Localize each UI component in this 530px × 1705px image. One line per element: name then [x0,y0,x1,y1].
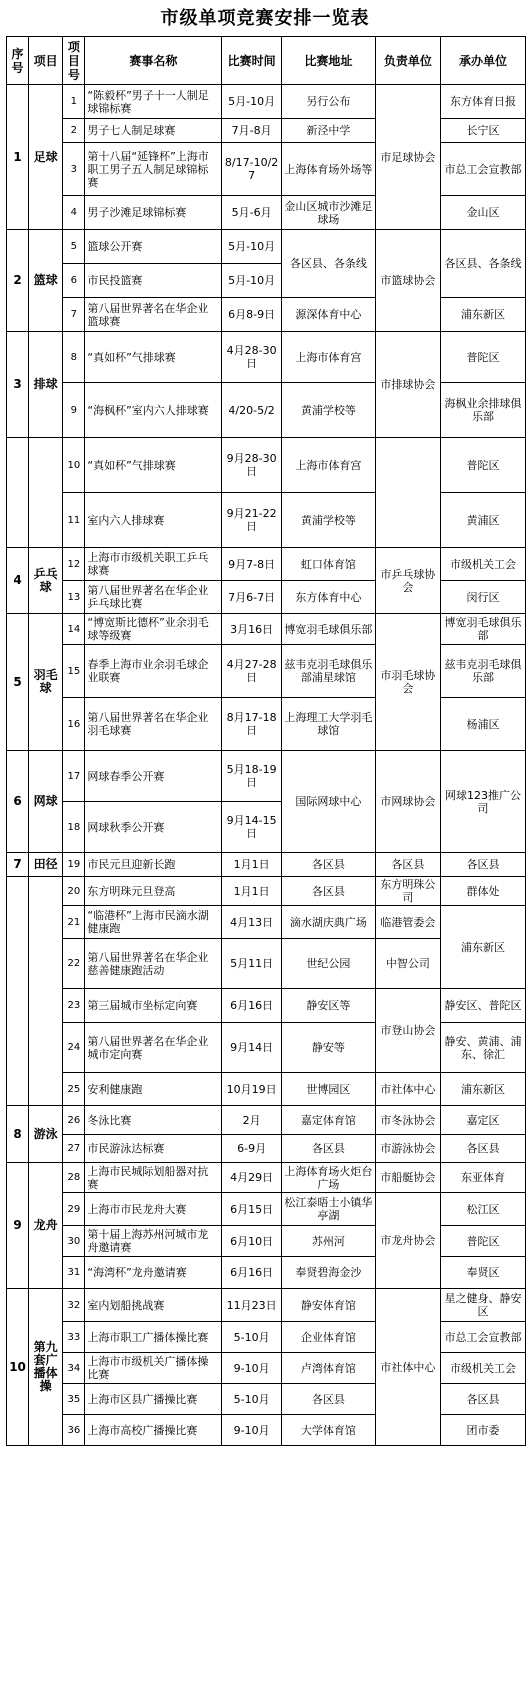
seq-cell: 1 [7,85,29,230]
table-row [7,1353,526,1384]
host-cell: 普陀区 [440,438,525,493]
host-cell: 市总工会宣教部 [440,1322,525,1353]
host-cell: 东方体育日报 [440,85,525,119]
time-cell: 9-10月 [222,1353,282,1384]
item-no-cell: 25 [63,1073,85,1106]
seq-cell: 5 [7,614,29,751]
time-cell: 5月-10月 [222,230,282,264]
time-cell: 1月1日 [222,853,282,877]
time-cell: 11月23日 [222,1289,282,1322]
host-cell: 浦东新区 [440,298,525,332]
time-cell: 6月8-9日 [222,298,282,332]
header-item-no: 项目号 [63,37,85,85]
org-cell: 市社体中心 [375,1073,440,1106]
seq-cell [7,877,29,1106]
sport-cell: 龙舟 [29,1163,63,1289]
sport-cell: 篮球 [29,230,63,332]
host-cell: 博宽羽毛球俱乐部 [440,614,525,645]
event-name-cell: 冬泳比赛 [85,1106,222,1135]
host-cell: 浦东新区 [440,1073,525,1106]
page-title: 市级单项竞赛安排一览表 [160,8,370,29]
host-cell: 普陀区 [440,332,525,383]
event-name-cell: 上海市民城际划船器对抗赛 [85,1163,222,1193]
host-cell: 各区县 [440,1384,525,1415]
place-cell: 卢湾体育馆 [281,1353,375,1384]
host-cell: 杨浦区 [440,698,525,751]
place-cell: 静安体育馆 [281,1289,375,1322]
place-cell: 上海市体育宫 [281,332,375,383]
item-no-cell: 3 [63,143,85,196]
table-row [7,1106,526,1135]
place-cell: 东方体育中心 [281,581,375,614]
header-org: 负责单位 [375,37,440,85]
item-no-cell: 29 [63,1193,85,1226]
header-seq: 序号 [7,37,29,85]
place-cell: 黄浦学校等 [281,493,375,548]
place-cell: 奉贤碧海金沙 [281,1257,375,1289]
org-cell: 市登山协会 [375,989,440,1073]
event-name-cell: “陈毅杯”男子十一人制足球锦标赛 [85,85,222,119]
event-name-cell: 第八届世界著名在华企业羽毛球赛 [85,698,222,751]
sport-cell: 游泳 [29,1106,63,1163]
event-name-cell: 上海市职工广播体操比赛 [85,1322,222,1353]
org-cell: 市船艇协会 [375,1163,440,1193]
host-cell: 各区县 [440,853,525,877]
sport-cell: 网球 [29,751,63,853]
host-cell: 市级机关工会 [440,1353,525,1384]
org-cell: 市乒乓球协会 [375,548,440,614]
time-cell: 4月28-30日 [222,332,282,383]
table-row [7,1415,526,1446]
place-cell: 黄浦学校等 [281,383,375,438]
host-cell: 浦东新区 [440,906,525,989]
sport-cell: 乒乓球 [29,548,63,614]
place-cell: 新泾中学 [281,119,375,143]
table-row [7,196,526,230]
time-cell: 6月10日 [222,1226,282,1257]
table-row [7,143,526,196]
schedule-table [6,36,526,1446]
header-host: 承办单位 [440,37,525,85]
org-cell: 东方明珠公司 [375,877,440,906]
org-cell: 各区县 [375,853,440,877]
item-no-cell: 27 [63,1135,85,1163]
place-cell: 上海体育场火炬台广场 [281,1163,375,1193]
host-cell: 群体处 [440,877,525,906]
table-row [7,581,526,614]
host-cell: 黄浦区 [440,493,525,548]
item-no-cell: 35 [63,1384,85,1415]
sport-cell [29,877,63,1106]
sport-cell: 第九套广播体操 [29,1289,63,1446]
time-cell: 6月16日 [222,989,282,1023]
item-no-cell: 18 [63,802,85,853]
item-no-cell: 31 [63,1257,85,1289]
table-row [7,548,526,581]
event-name-cell: 室内六人排球赛 [85,493,222,548]
org-cell: 市网球协会 [375,751,440,853]
item-no-cell: 28 [63,1163,85,1193]
item-no-cell: 19 [63,853,85,877]
table-row [7,1193,526,1226]
event-name-cell: “海湾杯”龙舟邀请赛 [85,1257,222,1289]
event-name-cell: 第三届城市坐标定向赛 [85,989,222,1023]
event-name-cell: 第八届世界著名在华企业篮球赛 [85,298,222,332]
place-cell: 各区县、各条线 [281,230,375,298]
table-row [7,1226,526,1257]
event-name-cell: “临港杯”上海市民滴水湖健康跑 [85,906,222,939]
item-no-cell: 30 [63,1226,85,1257]
event-name-cell: 篮球公开赛 [85,230,222,264]
host-cell: 各区县、各条线 [440,230,525,298]
table-row [7,1073,526,1106]
time-cell: 10月19日 [222,1073,282,1106]
header-place: 比赛地址 [281,37,375,85]
org-cell: 中智公司 [375,939,440,989]
item-no-cell: 15 [63,645,85,698]
host-cell: 金山区 [440,196,525,230]
item-no-cell: 34 [63,1353,85,1384]
table-row [7,85,526,119]
seq-cell: 9 [7,1163,29,1289]
host-cell: 市级机关工会 [440,548,525,581]
event-name-cell: 上海市区县广播操比赛 [85,1384,222,1415]
event-name-cell: 东方明珠元旦登高 [85,877,222,906]
host-cell: 奉贤区 [440,1257,525,1289]
item-no-cell: 16 [63,698,85,751]
item-no-cell: 17 [63,751,85,802]
seq-cell: 10 [7,1289,29,1446]
time-cell: 5月11日 [222,939,282,989]
time-cell: 9-10月 [222,1415,282,1446]
table-row [7,1163,526,1193]
table-row [7,119,526,143]
time-cell: 8月17-18日 [222,698,282,751]
event-name-cell: 男子七人制足球赛 [85,119,222,143]
org-cell: 市篮球协会 [375,230,440,332]
time-cell: 9月7-8日 [222,548,282,581]
time-cell: 8/17-10/27 [222,143,282,196]
org-cell: 市龙舟协会 [375,1193,440,1289]
event-name-cell: 上海市市民龙舟大赛 [85,1193,222,1226]
event-name-cell: “真如杯”气排球赛 [85,332,222,383]
host-cell: 各区县 [440,1135,525,1163]
place-cell: 大学体育馆 [281,1415,375,1446]
time-cell: 4/20-5/2 [222,383,282,438]
org-cell: 市社体中心 [375,1289,440,1446]
place-cell: 国际网球中心 [281,751,375,853]
sport-cell [29,438,63,548]
item-no-cell: 24 [63,1023,85,1073]
item-no-cell: 21 [63,906,85,939]
table-row [7,1322,526,1353]
place-cell: 各区县 [281,853,375,877]
time-cell: 4月13日 [222,906,282,939]
host-cell: 嘉定区 [440,1106,525,1135]
table-row [7,1289,526,1322]
place-cell: 各区县 [281,1384,375,1415]
item-no-cell: 6 [63,264,85,298]
table-row [7,383,526,438]
time-cell: 5-10月 [222,1384,282,1415]
time-cell: 6月16日 [222,1257,282,1289]
host-cell: 兹韦克羽毛球俱乐部 [440,645,525,698]
sport-cell: 排球 [29,332,63,438]
place-cell: 苏州河 [281,1226,375,1257]
item-no-cell: 1 [63,85,85,119]
event-name-cell: 男子沙滩足球锦标赛 [85,196,222,230]
event-name-cell: 安利健康跑 [85,1073,222,1106]
event-name-cell: 第八届世界著名在华企业慈善健康跑活动 [85,939,222,989]
place-cell: 上海市体育宫 [281,438,375,493]
event-name-cell: 春季上海市业余羽毛球企业联赛 [85,645,222,698]
event-name-cell: “真如杯”气排球赛 [85,438,222,493]
place-cell: 企业体育馆 [281,1322,375,1353]
host-cell: 海枫业余排球俱乐部 [440,383,525,438]
item-no-cell: 11 [63,493,85,548]
host-cell: 东亚体育 [440,1163,525,1193]
place-cell: 嘉定体育馆 [281,1106,375,1135]
item-no-cell: 5 [63,230,85,264]
table-row [7,698,526,751]
event-name-cell: “博宽斯比德杯”业余羽毛球等级赛 [85,614,222,645]
event-name-cell: 市民元旦迎新长跑 [85,853,222,877]
place-cell: 松江泰晤士小镇华亭湖 [281,1193,375,1226]
header-sport: 项目 [29,37,63,85]
org-cell [375,438,440,548]
table-row [7,1135,526,1163]
table-row [7,230,526,264]
org-cell: 市冬泳协会 [375,1106,440,1135]
event-name-cell: 网球春季公开赛 [85,751,222,802]
time-cell: 5月-10月 [222,264,282,298]
place-cell: 世博园区 [281,1073,375,1106]
sport-cell: 羽毛球 [29,614,63,751]
host-cell: 市总工会宣教部 [440,143,525,196]
seq-cell: 2 [7,230,29,332]
host-cell: 静安区、普陀区 [440,989,525,1023]
time-cell: 5月-10月 [222,85,282,119]
item-no-cell: 14 [63,614,85,645]
item-no-cell: 7 [63,298,85,332]
seq-cell: 3 [7,332,29,438]
host-cell: 团市委 [440,1415,525,1446]
host-cell: 静安、黄浦、浦东、徐汇 [440,1023,525,1073]
place-cell: 静安等 [281,1023,375,1073]
item-no-cell: 12 [63,548,85,581]
time-cell: 4月29日 [222,1163,282,1193]
sport-cell: 足球 [29,85,63,230]
table-row [7,906,526,939]
table-row [7,1023,526,1073]
place-cell: 上海理工大学羽毛球馆 [281,698,375,751]
table-row [7,438,526,493]
event-name-cell: 第八届世界著名在华企业乒乓球比赛 [85,581,222,614]
item-no-cell: 10 [63,438,85,493]
seq-cell: 7 [7,853,29,877]
table-body [7,85,526,1446]
event-name-cell: 市民投篮赛 [85,264,222,298]
time-cell: 4月27-28日 [222,645,282,698]
org-cell: 市足球协会 [375,85,440,230]
event-name-cell: 室内划船挑战赛 [85,1289,222,1322]
item-no-cell: 33 [63,1322,85,1353]
table-row [7,1384,526,1415]
item-no-cell: 36 [63,1415,85,1446]
host-cell: 长宁区 [440,119,525,143]
event-name-cell: 第八届世界著名在华企业城市定向赛 [85,1023,222,1073]
time-cell: 2月 [222,1106,282,1135]
time-cell: 5-10月 [222,1322,282,1353]
time-cell: 5月18-19日 [222,751,282,802]
item-no-cell: 22 [63,939,85,989]
time-cell: 9月21-22日 [222,493,282,548]
place-cell: 源深体育中心 [281,298,375,332]
time-cell: 9月14日 [222,1023,282,1073]
table-row [7,645,526,698]
time-cell: 7月-8月 [222,119,282,143]
item-no-cell: 8 [63,332,85,383]
item-no-cell: 32 [63,1289,85,1322]
table-row [7,989,526,1023]
time-cell: 7月6-7日 [222,581,282,614]
item-no-cell: 4 [63,196,85,230]
table-header-row [7,37,526,85]
table-row [7,751,526,802]
seq-cell: 4 [7,548,29,614]
time-cell: 3月16日 [222,614,282,645]
event-name-cell: 上海市市级机关职工乒乓球赛 [85,548,222,581]
time-cell: 9月14-15日 [222,802,282,853]
table-row [7,493,526,548]
table-row [7,1257,526,1289]
place-cell: 滴水湖庆典广场 [281,906,375,939]
item-no-cell: 23 [63,989,85,1023]
seq-cell: 6 [7,751,29,853]
header-time: 比赛时间 [222,37,282,85]
seq-cell: 8 [7,1106,29,1163]
table-row [7,332,526,383]
time-cell: 6月15日 [222,1193,282,1226]
item-no-cell: 2 [63,119,85,143]
place-cell: 各区县 [281,877,375,906]
host-cell: 闵行区 [440,581,525,614]
place-cell: 博宽羽毛球俱乐部 [281,614,375,645]
item-no-cell: 20 [63,877,85,906]
event-name-cell: 第十届上海苏州河城市龙舟邀请赛 [85,1226,222,1257]
item-no-cell: 9 [63,383,85,438]
table-row [7,853,526,877]
place-cell: 各区县 [281,1135,375,1163]
place-cell: 世纪公园 [281,939,375,989]
host-cell: 普陀区 [440,1226,525,1257]
time-cell: 9月28-30日 [222,438,282,493]
time-cell: 1月1日 [222,877,282,906]
org-cell: 市羽毛球协会 [375,614,440,751]
table-row [7,298,526,332]
event-name-cell: 网球秋季公开赛 [85,802,222,853]
place-cell: 兹韦克羽毛球俱乐部浦星球馆 [281,645,375,698]
table-row [7,614,526,645]
org-cell: 市排球协会 [375,332,440,438]
place-cell: 静安区等 [281,989,375,1023]
header-event-name: 赛事名称 [85,37,222,85]
host-cell: 松江区 [440,1193,525,1226]
event-name-cell: 第十八届“延锋杯”上海市职工男子五人制足球锦标赛 [85,143,222,196]
event-name-cell: 上海市市级机关广播体操比赛 [85,1353,222,1384]
event-name-cell: “海枫杯”室内六人排球赛 [85,383,222,438]
event-name-cell: 市民游泳达标赛 [85,1135,222,1163]
table-row [7,877,526,906]
sport-cell: 田径 [29,853,63,877]
place-cell: 虹口体育馆 [281,548,375,581]
item-no-cell: 13 [63,581,85,614]
item-no-cell: 26 [63,1106,85,1135]
org-cell: 市游泳协会 [375,1135,440,1163]
host-cell: 网球123推广公司 [440,751,525,853]
place-cell: 另行公布 [281,85,375,119]
seq-cell [7,438,29,548]
place-cell: 上海体育场外场等 [281,143,375,196]
time-cell: 6-9月 [222,1135,282,1163]
host-cell: 星之健身、静安区 [440,1289,525,1322]
event-name-cell: 上海市高校广播操比赛 [85,1415,222,1446]
time-cell: 5月-6月 [222,196,282,230]
org-cell: 临港管委会 [375,906,440,939]
place-cell: 金山区城市沙滩足球场 [281,196,375,230]
